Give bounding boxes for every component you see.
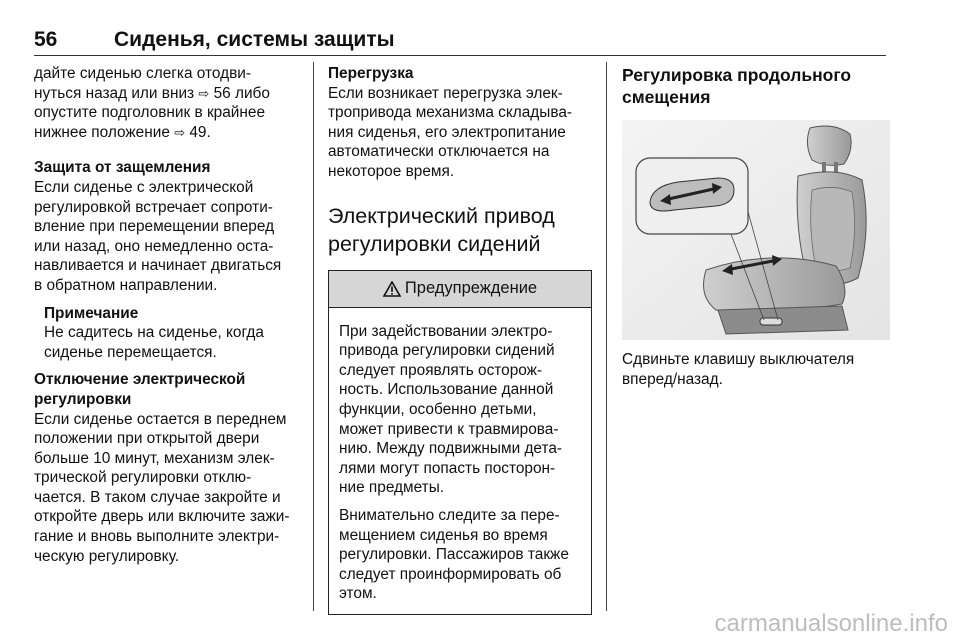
- overload-line: Если возникает перегрузка элек-: [328, 84, 563, 102]
- warning-line: функции, особенно детьми,: [339, 400, 537, 418]
- running-title: Сиденья, системы защиты: [114, 28, 395, 51]
- headrest: [807, 126, 851, 165]
- warning-line: может привести к травмирова-: [339, 420, 559, 438]
- disable-line: чается. В таком случае закройте и: [34, 488, 281, 506]
- disable-line: ческую регулировку.: [34, 547, 179, 565]
- page-header: [34, 28, 886, 52]
- column-divider-2: [606, 62, 607, 611]
- disable-title-line: регулировки: [34, 390, 132, 408]
- warning-line: регулировки. Пассажиров также: [339, 546, 569, 564]
- warning-line: лями могут попасть посторон-: [339, 459, 556, 477]
- note-block: [34, 304, 304, 363]
- disable-line: больше 10 минут, механизм элек-: [34, 449, 275, 467]
- backrest-insert: [811, 187, 855, 271]
- disable-line: гание и вновь выполните электри-: [34, 528, 280, 546]
- pinch-line: Если сиденье с электрической: [34, 178, 254, 196]
- disable-line: положении при открытой двери: [34, 430, 260, 448]
- overload-line: автоматически отключается на: [328, 143, 550, 161]
- page-reference-link[interactable]: 56 либо: [213, 84, 270, 102]
- disable-line: откройте дверь или включите зажи-: [34, 508, 290, 526]
- warning-line: мещением сиденья во время: [339, 526, 548, 544]
- page-number: 56: [34, 28, 58, 51]
- seat-illustration: [622, 120, 890, 340]
- pinch-line: вление при перемещении вперед: [34, 218, 275, 236]
- column-1: [34, 64, 304, 566]
- warning-line: нию. Между подвижными дета-: [339, 440, 563, 458]
- disable-line: трической регулировки отклю-: [34, 469, 252, 487]
- column-3: [622, 64, 894, 389]
- warning-line: привода регулировки сидений: [339, 342, 555, 360]
- warning-header: [329, 271, 591, 308]
- overload-line: некоторое время.: [328, 162, 455, 180]
- note-line: Не садитесь на сиденье, когда: [44, 324, 264, 342]
- warning-line: Внимательно следите за пере-: [339, 506, 560, 524]
- reference-arrow-icon[interactable]: ⇨: [174, 124, 186, 140]
- warning-line: этом.: [339, 585, 377, 603]
- watermark: carmanualsonline.info: [714, 610, 948, 637]
- figure-caption-line: Сдвиньте клавишу выключателя: [622, 351, 855, 368]
- page-reference-link[interactable]: 49.: [189, 123, 211, 141]
- intro-line-1: дайте сиденью слегка отодви-: [34, 65, 251, 82]
- intro-line-2: нуться назад или вниз ⇨ 56 либо: [34, 84, 270, 102]
- pinch-line: или назад, оно немедленно оста-: [34, 237, 274, 255]
- note-title: Примечание: [44, 304, 139, 322]
- seat-adjust-diagram: [622, 120, 890, 340]
- disable-line: Если сиденье остается в переднем: [34, 410, 287, 428]
- warning-box: [328, 270, 592, 615]
- warning-title: Предупреждение: [404, 278, 538, 297]
- header-rule: [34, 55, 886, 56]
- overload-line: тропривода механизма складыва-: [328, 104, 573, 122]
- disable-title-line: Отключение электрической: [34, 371, 246, 389]
- warning-line: При задействовании электро-: [339, 322, 553, 340]
- pinch-line: в обратном направлении.: [34, 276, 218, 294]
- overload-line: ния сиденья, его электропитание: [328, 123, 566, 141]
- warning-line: следует проявлять осторож-: [339, 361, 543, 379]
- column-divider-1: [313, 62, 314, 611]
- longitudinal-adjust-heading: Регулировка продольного смещения: [622, 65, 852, 107]
- pinch-line: регулировкой встречает сопроти-: [34, 198, 273, 216]
- warning-line: следует проинформировать об: [339, 565, 562, 583]
- section-heading: Электрический привод регулировки сидений: [328, 203, 555, 256]
- pinch-protection-title: Защита от защемления: [34, 159, 211, 177]
- intro-line-3: опустите подголовник в крайнее: [34, 104, 266, 122]
- pinch-line: навливается и начинает двигаться: [34, 257, 282, 275]
- seat-cushion: [704, 258, 845, 312]
- column-2: [328, 64, 594, 615]
- warning-line: ние предметы.: [339, 479, 445, 497]
- seat-base: [718, 306, 848, 334]
- intro-line-4: нижнее положение ⇨ 49.: [34, 123, 211, 141]
- overload-title: Перегрузка: [328, 65, 414, 82]
- note-line: сиденье перемещается.: [44, 343, 217, 361]
- reference-arrow-icon[interactable]: ⇨: [198, 85, 210, 101]
- figure-caption-line: вперед/назад.: [622, 370, 723, 388]
- warning-line: ность. Использование данной: [339, 381, 554, 399]
- warning-body: [329, 308, 591, 614]
- warning-triangle-icon: [383, 281, 401, 297]
